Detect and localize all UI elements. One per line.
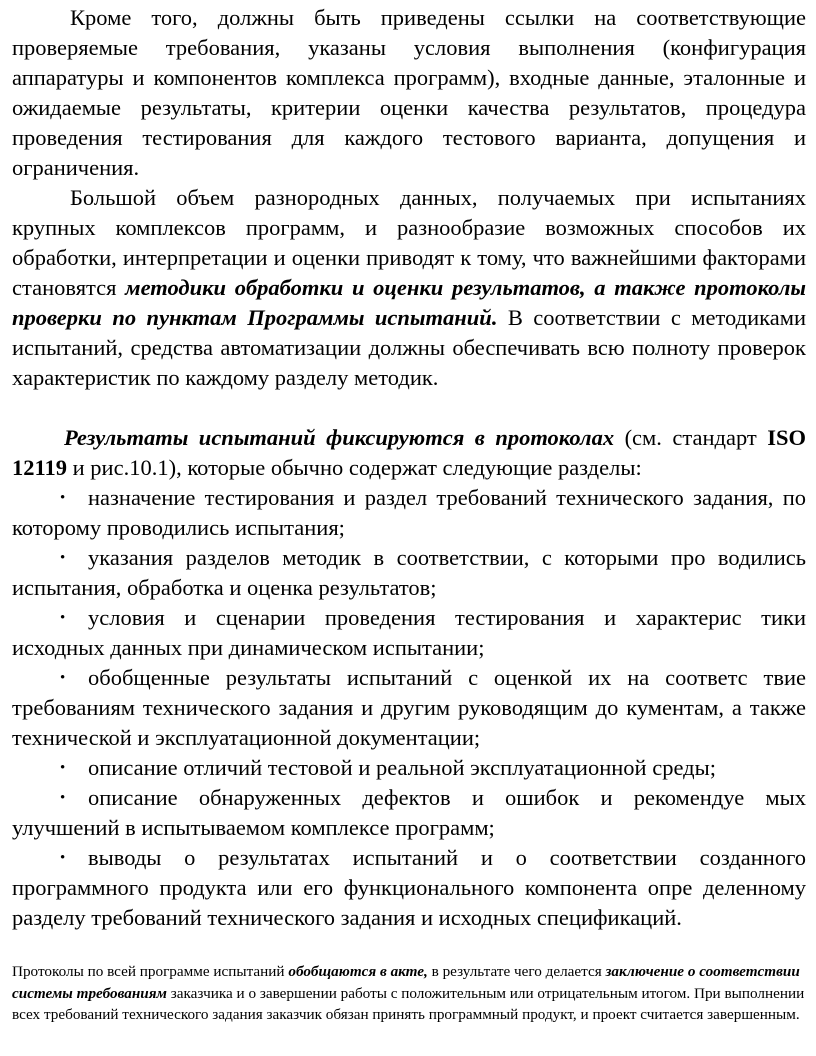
list-item-text: условия и сценарии проведения тестирования и характерис тики исходных данных при динамическом испытании; [12, 605, 806, 660]
paragraph-text: В соответствии с методиками испытаний, средства автоматизации должны обеспечивать всю полноту проверок характеристик по каждому разделу методик. [12, 305, 806, 390]
bullet-list [12, 483, 806, 933]
list-item-text: описание обнаруженных дефектов и ошибок и рекомендуе мых улучшений в испытываемом комплексе программ; [12, 785, 806, 840]
emphasized-text: заключение о соответствии системы требованиям [12, 963, 800, 1002]
bullet-icon: • [60, 610, 66, 626]
list-item [12, 663, 806, 753]
paragraph-requirements-links [12, 3, 806, 183]
paragraph-spacer [12, 393, 806, 423]
list-item [12, 603, 806, 663]
paragraph-text: заказчика и о завершении работы с положительным или отрицательным итогом. При выполнении всех требований технического задания заказчик обязан принять программный продукт, и проект считается завершенным. [12, 984, 805, 1023]
paragraph-acceptance-act [12, 961, 806, 1026]
paragraph-text: Кроме того, должны быть приведены ссылки на соответствующие проверяемые требования, указаны условия выполнения (конфигурация аппаратуры и компонентов комплекса программ), входные данные, эталонные и ожидаемые результаты, критерии оценки качества результатов, процедура проведения тестирования для каждого тестового варианта, допущения и ограничения. [12, 5, 806, 180]
bullet-icon: • [60, 550, 66, 566]
document-page [12, 3, 806, 1026]
paragraph-text: Большой объем разнородных данных, получаемых при испытаниях крупных комплексов программ, и разнообразие возможных способов их обработки, интерпретации и оценки приводят к тому, что важнейшими факторами становятся [12, 185, 806, 300]
paragraph-text: в результате чего делается [427, 963, 606, 980]
paragraph-text: Протоколы по всей программе испытаний [12, 963, 289, 980]
bullet-icon: • [60, 760, 66, 776]
list-item [12, 543, 806, 603]
list-item-text: указания разделов методик в соответствии, с которыми про водились испытания, обработка и оценка результатов; [12, 545, 806, 600]
list-item-text: выводы о результатах испытаний и о соответствии созданного программного продукта или его функционального компонента опре деленному разделу требований технического задания и исходных спецификаций. [12, 845, 806, 930]
paragraph-text: (см. стандарт [614, 425, 768, 450]
paragraph-test-results [12, 423, 806, 483]
list-item-text: описание отличий тестовой и реальной эксплуатационной среды; [88, 755, 716, 780]
list-item-text: обобщенные результаты испытаний с оценкой их на соответс твие требованиям технического задания и другим руководящим до кументам, а также технической и эксплуатационной документации; [12, 665, 806, 750]
list-item [12, 753, 806, 783]
list-item [12, 483, 806, 543]
emphasized-text: Результаты испытаний фиксируются в протоколах [64, 425, 615, 450]
list-item-text: назначение тестирования и раздел требований технического задания, по которому проводились испытания; [12, 485, 806, 540]
bullet-icon: • [60, 790, 66, 806]
paragraph-methods-factors [12, 183, 806, 393]
list-item [12, 843, 806, 933]
emphasized-text: обобщаются в акте, [288, 963, 428, 980]
bullet-icon: • [60, 850, 66, 866]
bullet-icon: • [60, 490, 66, 506]
emphasized-text: методики обработки и оценки результатов, а также протоколы проверки по пунктам Программы испытаний. [12, 275, 806, 330]
paragraph-text: и рис.10.1), которые обычно содержат следующие разделы: [67, 455, 642, 480]
standard-name: ISO 12119 [12, 425, 806, 480]
list-item [12, 783, 806, 843]
bullet-icon: • [60, 670, 66, 686]
